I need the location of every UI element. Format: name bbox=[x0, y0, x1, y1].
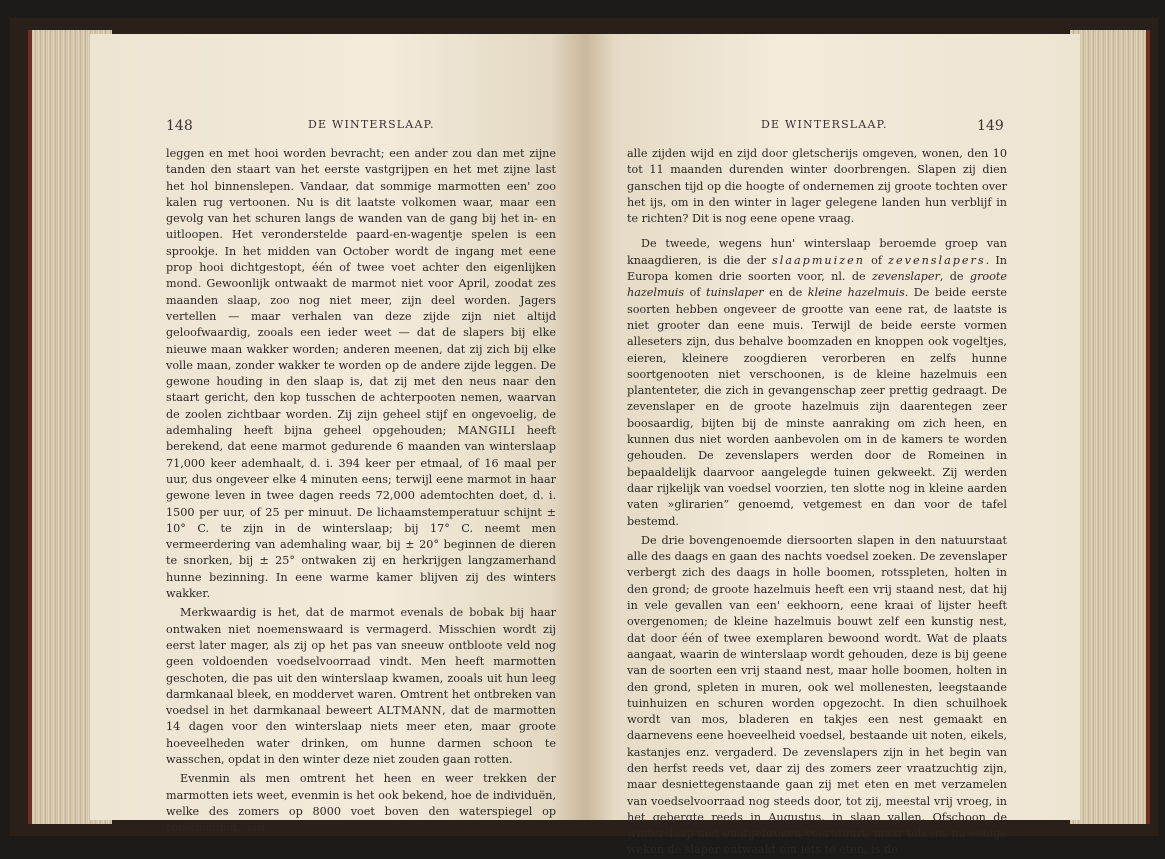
text-run: of bbox=[684, 286, 706, 300]
text-run: of bbox=[864, 253, 889, 267]
running-head: DE WINTERSLAAP. bbox=[308, 118, 435, 131]
text-run: . In Europa komen drie soorten voor, nl. de bbox=[627, 253, 1007, 284]
italic-term: kleine hazelmuis bbox=[807, 286, 905, 300]
spaced-term: slaapmuizen bbox=[772, 253, 865, 267]
author-name: ALTMANN bbox=[377, 704, 443, 718]
text-run: , de bbox=[939, 270, 970, 284]
right-page bbox=[585, 34, 1080, 857]
paragraph: De drie bovengenoemde diersoorten slapen in den natuurstaat alle des daags en gaan des nachts voedsel zoeken. De zevenslaper verbergt zich des daags in holle boomen, rotsspleten, holten in den grond; de groote hazelmuis heeft een vrij staand nest, dat hij in vele gevallen van een' eekhoorn, eene kraai of lijster heeft overgenomen; de kleine hazelmuis bouwt zelf een kunstig nest, dat door één of twee exemplaren bewoond wordt. Wat de plaats aangaat, waarin de winterslaap wordt gehouden, deze is bij geene van de soorten een vrij staand nest, maar holle boomen, holten in den grond, spleten in muren, ook wel mollenesten, leegstaande tuinhuizen en schuren worden opgezocht. In dien schuilhoek wordt van mos, bladeren en takjes een nest gemaakt en daarnevens eene hoeveelheid voedsel, bestaande uit noten, eikels, kastanjes enz. vergaderd. De zevenslapers zijn in het begin van den herfst reeds vet, daar zij des zomers zeer vraatzuchtig zijn, maar desniettegenstaande gaan zij met eten en met verzamelen van voedselvoorraad nog steeds door, tot zij, meestal vrij vroeg, in het gebergte reeds in Augustus, in slaap vallen. Ofschoon de winterslaap niet onafgebroken voortduurt, maar telkens na eenige weken de slaper ontwaakt om iets te eten, is de bbox=[627, 533, 1007, 857]
text-run: De tweede, wegens hun' winterslaap beroemde groep van knaagdieren, is die der bbox=[627, 237, 1007, 267]
text-run: . De beide eerste soorten hebben ongeveer de grootte van eene rat, de laatste is niet grooter dan eene muis. Terwijl de beide eerste vormen alleseters zijn, dus behalve boomzaden en knoppen ook vogeltjes, eieren, kleinere zoogdieren verorberen en zelfs hunne soortgenooten niet verschoonen, is de kleine hazelmuis een plantenteter, die zich in gevangenschap zeer prettig gedraagt. De zevenslaper en de groote hazelmuis zijn daarentegen zeer boosaardig, bijten bij de minste aanraking om zich heen, en kunnen dus niet worden aanbevolen om in de kamers te worden gehouden. De zevenslapers werden door de Romeinen in bepaaldelijk daarvoor aangelegde tuinen gekweekt. Zij werden daar rijkelijk van voedsel voorzien, ten slotte nog in kleine aarden vaten »glirarien” genoemd, vetgemest en dan voor de tafel bestemd. bbox=[627, 286, 1008, 528]
italic-term: zevenslaper bbox=[872, 270, 940, 284]
text-run: en de bbox=[763, 286, 808, 300]
page-number: 149 bbox=[977, 118, 1004, 134]
paragraph bbox=[166, 146, 556, 602]
body-text bbox=[166, 146, 556, 836]
body-text bbox=[627, 146, 1007, 859]
text-run: leggen en met hooi worden bevracht; een ander zou dan met zijne tanden den staart van het eerste vastgrijpen en het met zijne last het hol binnenslepen. Vandaar, dat sommige marmotten een' zoo kalen rug vertoonen. Nu is dit laatste volkomen waar, maar een gevolg van het schuren langs de wanden van de gang bij het in- en uitloopen. Het veronderstelde paard-en-wagentje spelen is een sprookje. In het midden van October wordt de ingang met eene prop hooi dichtgestopt, één of twee voet achter den eigenlijken mond. Gewoonlijk ontwaakt de marmot niet voor April, zoodat zes maanden slaap, zoo nog niet meer, zijn deel worden. Jagers vertellen — maar verhalen van deze zijde zijn niet altijd geloofwaardig, zooals een ieder weet — dat de slapers bij elke nieuwe maan wakker worden; anderen meenen, dat zij zich bij elke volle maan, zonder wakker te worden op de andere zijde leggen. De gewone houding in den slaap is, dat zij met den neus naar den staart gericht, den kop tusschen de achterpooten nemen, waarvan de zoolen zichtbaar worden. Zij zijn geheel stijf en ongevoelig, de ademhaling heeft bijna geheel opgehouden; bbox=[166, 147, 556, 438]
text-run: heeft berekend, dat eene marmot gedurende 6 maanden van winterslaap 71,000 keer ademhaalt, d. i. 394 keer per etmaal, of 16 maal per uur, dus ongeveer elke 4 minuten eens; terwijl eene marmot in haar gewone leven in twee dagen reeds 72,000 ademtochten doet, d. i. 1500 per uur, of 25 per minuut. De lichaamstemperatuur schijnt ± 10° C. te zijn in de winterslaap; bij 17° C. neemt men vermeerdering van ademhaling waar, bij ± 20° beginnen de dieren te snorken, bij ± 25° ontwaken zij en herkrijgen langzamerhand hunne bezinning. In eene warme kamer blijven zij des winters wakker. bbox=[166, 424, 557, 601]
paragraph: alle zijden wijd en zijd door gletscherijs omgeven, wonen, den 10 tot 11 maanden durenden winter doorbrengen. Slapen zij dien ganschen tijd op die hoogte of ondernemen zij groote tochten over het ijs, om in den winter in lager gelegene landen hun verblijf in te richten? Dit is nog eene opene vraag. bbox=[627, 147, 1007, 226]
paragraph bbox=[627, 236, 1007, 529]
paragraph bbox=[166, 771, 556, 836]
italic-term: tuinslaper bbox=[706, 286, 764, 300]
open-book bbox=[10, 18, 1158, 857]
page-number: 148 bbox=[166, 118, 193, 134]
author-name: MANGILI bbox=[457, 424, 516, 438]
left-page bbox=[90, 34, 585, 835]
running-head: DE WINTERSLAAP. bbox=[761, 118, 888, 131]
text-run: Evenmin als men omtrent het heen en weer trekken der marmotten iets weet, evenmin is het ook bekend, hoe de individuën, welke des zomers op 8000 voet boven den waterspiegel op rotseilanden, aan bbox=[166, 772, 556, 835]
paragraph bbox=[166, 605, 556, 768]
italic-term: groote hazelmuis bbox=[627, 270, 1008, 300]
text-run: Merkwaardig is het, dat de marmot evenals de bobak bij haar ontwaken niet noemenswaard is vermagerd. Misschien wordt zij eerst later mager, als zij op het pas van sneeuw ontbloote veld nog geen voldoenden voedselvoorraad vindt. Men heeft marmotten geschoten, die pas uit den winterslaap kwamen, zooals uit hun leeg darmkanaal bleek, en moddervet waren. Omtrent het ontbreken van voedsel in het darmkanaal beweert bbox=[166, 606, 556, 718]
right-page-edges bbox=[1070, 30, 1150, 824]
text-run: , dat de marmotten 14 dagen voor den winterslaap niets meer eten, maar groote hoeveelheden water drinken, om hunne darmen schoon te wasschen, opdat in den winter deze niet zouden gaan rotten. bbox=[166, 704, 557, 766]
spaced-term: zevenslapers bbox=[888, 253, 986, 267]
